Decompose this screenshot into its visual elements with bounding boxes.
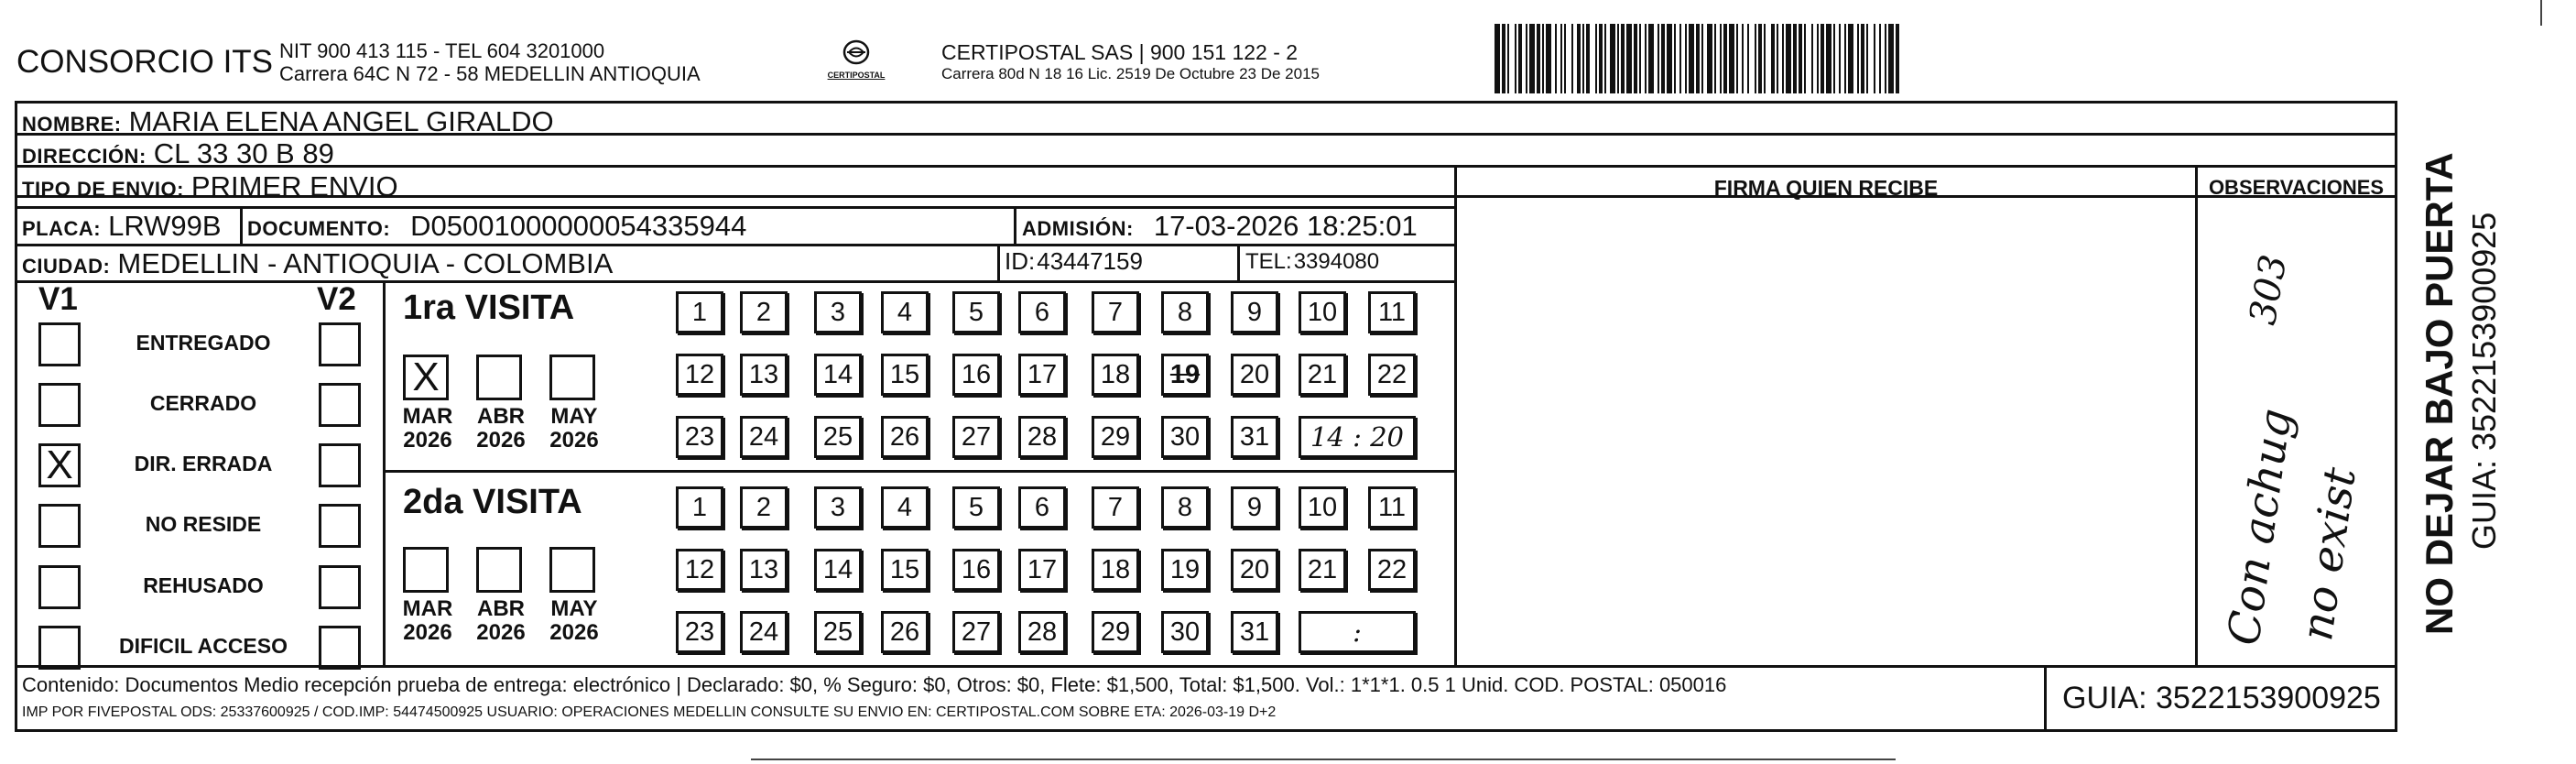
second-day-10[interactable]: 10 — [1299, 486, 1346, 529]
logo-text: CERTIPOSTAL — [827, 71, 886, 80]
first-visit-title: 1ra VISITA — [403, 289, 575, 327]
nombre-label: NOMBRE: — [22, 113, 122, 136]
id-value: 43447159 — [1037, 247, 1143, 275]
second-day-28[interactable]: 28 — [1018, 611, 1066, 653]
documento-value: D05001000000054335944 — [410, 210, 747, 242]
v1-header: V1 — [38, 281, 78, 317]
second-day-31[interactable]: 31 — [1231, 611, 1278, 653]
v2-checkbox-2[interactable] — [319, 443, 361, 487]
divider — [1237, 244, 1240, 282]
second-day-18[interactable]: 18 — [1092, 549, 1139, 591]
second-day-7[interactable]: 7 — [1092, 486, 1139, 529]
divider — [2195, 165, 2198, 668]
second-time-box[interactable]: : — [1299, 611, 1416, 653]
tipo-envio-value: PRIMER ENVIO — [190, 170, 398, 202]
admision-value: 17-03-2026 18:25:01 — [1153, 210, 1418, 242]
second-month-checkbox-0[interactable] — [403, 547, 449, 593]
divider — [15, 206, 1455, 209]
v1-checkbox-4[interactable] — [38, 565, 81, 609]
divider — [2044, 665, 2047, 731]
first-day-14[interactable]: 14 — [814, 354, 862, 396]
documento-row — [247, 210, 746, 243]
placa-label: PLACA: — [22, 217, 102, 240]
first-day-3[interactable]: 3 — [814, 291, 862, 333]
divider — [15, 101, 17, 732]
v1-checkbox-1[interactable] — [38, 383, 81, 427]
second-day-9[interactable]: 9 — [1231, 486, 1278, 529]
first-day-27[interactable]: 27 — [952, 416, 1000, 458]
second-month-label-0: MAR — [402, 596, 453, 621]
observaciones-note-1: 303 — [2242, 251, 2296, 328]
divider — [15, 665, 2397, 668]
first-year-label-2: 2026 — [549, 428, 599, 453]
second-day-2[interactable]: 2 — [740, 486, 788, 529]
direccion-row — [22, 137, 334, 170]
first-day-18[interactable]: 18 — [1092, 354, 1139, 396]
footer-guia: GUIA: 3522153900925 — [2062, 681, 2381, 715]
first-day-13[interactable]: 13 — [740, 354, 788, 396]
second-day-24[interactable]: 24 — [740, 611, 788, 653]
second-year-label-0: 2026 — [403, 620, 452, 645]
direccion-value: CL 33 30 B 89 — [153, 137, 334, 169]
second-month-checkbox-1[interactable] — [476, 547, 522, 593]
tipo-envio-label: TIPO DE ENVIO: — [22, 178, 184, 201]
option-label-2: DIR. ERRADA — [134, 452, 273, 475]
second-day-14[interactable]: 14 — [814, 549, 862, 591]
courier-name: CERTIPOSTAL SAS | 900 151 122 - 2 — [941, 40, 1299, 64]
observaciones-note-3: no exist — [2291, 464, 2366, 644]
v2-header: V2 — [317, 281, 356, 317]
company-name: CONSORCIO ITS — [16, 44, 274, 80]
ciudad-row — [22, 247, 613, 280]
first-year-label-1: 2026 — [476, 428, 526, 453]
second-day-19[interactable]: 19 — [1161, 549, 1209, 591]
second-day-3[interactable]: 3 — [814, 486, 862, 529]
v1-checkbox-2[interactable]: X — [38, 443, 81, 487]
first-day-6[interactable]: 6 — [1018, 291, 1066, 333]
first-month-checkbox-0[interactable]: X — [403, 355, 449, 400]
logo-icon — [836, 38, 876, 66]
first-day-31[interactable]: 31 — [1231, 416, 1278, 458]
observaciones-header: OBSERVACIONES — [2208, 176, 2385, 199]
first-day-21[interactable]: 21 — [1299, 354, 1346, 396]
second-day-27[interactable]: 27 — [952, 611, 1000, 653]
first-day-26[interactable]: 26 — [881, 416, 929, 458]
first-day-17[interactable]: 17 — [1018, 354, 1066, 396]
second-year-label-2: 2026 — [549, 620, 599, 645]
second-day-12[interactable]: 12 — [676, 549, 723, 591]
v1-checkbox-3[interactable] — [38, 504, 81, 548]
ciudad-label: CIUDAD: — [22, 255, 111, 278]
second-day-23[interactable]: 23 — [676, 611, 723, 653]
divider — [383, 470, 1455, 473]
divider — [1454, 165, 1457, 668]
bottom-edge-line — [751, 759, 1896, 760]
divider — [2395, 101, 2397, 732]
placa-row — [22, 210, 222, 243]
id-label: ID: — [1005, 247, 1036, 275]
second-visit-title: 2da VISITA — [403, 483, 582, 521]
first-month-checkbox-2[interactable] — [549, 355, 595, 400]
divider — [15, 165, 2397, 168]
second-month-label-1: ABR — [477, 596, 525, 621]
second-day-30[interactable]: 30 — [1161, 611, 1209, 653]
tipo-envio-row — [22, 170, 398, 203]
first-day-4[interactable]: 4 — [881, 291, 929, 333]
first-day-2[interactable]: 2 — [740, 291, 788, 333]
first-month-label-0: MAR — [402, 404, 453, 429]
side-warning: NO DEJAR BAJO PUERTA — [2418, 152, 2461, 635]
first-year-label-0: 2026 — [403, 428, 452, 453]
divider — [383, 280, 386, 668]
second-day-16[interactable]: 16 — [952, 549, 1000, 591]
second-day-17[interactable]: 17 — [1018, 549, 1066, 591]
second-year-label-1: 2026 — [476, 620, 526, 645]
placa-value: LRW99B — [108, 210, 222, 242]
first-day-9[interactable]: 9 — [1231, 291, 1278, 333]
option-label-4: REHUSADO — [143, 573, 264, 597]
side-guia: GUIA: 3522153900925 — [2465, 212, 2503, 550]
admision-row — [1022, 210, 1418, 243]
second-day-4[interactable]: 4 — [881, 486, 929, 529]
direccion-label: DIRECCIÓN: — [22, 145, 147, 168]
first-day-5[interactable]: 5 — [952, 291, 1000, 333]
first-month-checkbox-1[interactable] — [476, 355, 522, 400]
option-label-0: ENTREGADO — [136, 331, 271, 355]
first-day-15[interactable]: 15 — [881, 354, 929, 396]
second-day-1[interactable]: 1 — [676, 486, 723, 529]
second-day-6[interactable]: 6 — [1018, 486, 1066, 529]
first-day-16[interactable]: 16 — [952, 354, 1000, 396]
divider — [240, 207, 243, 246]
first-day-1[interactable]: 1 — [676, 291, 723, 333]
second-day-21[interactable]: 21 — [1299, 549, 1346, 591]
second-day-25[interactable]: 25 — [814, 611, 862, 653]
first-day-29[interactable]: 29 — [1092, 416, 1139, 458]
second-day-20[interactable]: 20 — [1231, 549, 1278, 591]
tel-value: 3394080 — [1293, 249, 1380, 274]
v2-checkbox-3[interactable] — [319, 504, 361, 548]
second-day-5[interactable]: 5 — [952, 486, 1000, 529]
first-month-label-2: MAY — [550, 404, 598, 429]
first-day-7[interactable]: 7 — [1092, 291, 1139, 333]
second-day-26[interactable]: 26 — [881, 611, 929, 653]
option-label-3: NO RESIDE — [145, 512, 262, 536]
certipostal-logo — [820, 38, 893, 86]
v2-checkbox-1[interactable] — [319, 383, 361, 427]
courier-license: Carrera 80d N 18 16 Lic. 2519 De Octubre 23 De 2015 — [941, 65, 1320, 82]
footer-imp: IMP POR FIVEPOSTAL ODS: 25337600925 / COD.IMP: 54474500925 USUARIO: OPERACIONES MEDELLIN CONSULTE SU ENVIO EN: CERTIPOSTAL.COM SOBRE ETA: 2026-03-19 D+2 — [22, 704, 1277, 720]
observaciones-note-2: Con achug — [2218, 405, 2302, 649]
second-day-13[interactable]: 13 — [740, 549, 788, 591]
first-day-28[interactable]: 28 — [1018, 416, 1066, 458]
nombre-value: MARIA ELENA ANGEL GIRALDO — [128, 105, 554, 137]
option-label-5: DIFICIL ACCESO — [118, 634, 288, 658]
documento-label: DOCUMENTO: — [247, 217, 391, 240]
footer-content: Contenido: Documentos Medio recepción prueba de entrega: electrónico | Declarado: $0, % Seguro: $0, Otros: $0, Flete: $1,500, Total: $1,500. Vol.: 1*1*1. 0.5 1 Unid. COD. POSTAL: 050016 — [22, 673, 1727, 696]
id-row — [1005, 247, 1143, 276]
first-day-22[interactable]: 22 — [1368, 354, 1416, 396]
tel-label: TEL: — [1245, 249, 1292, 274]
first-day-11[interactable]: 11 — [1368, 291, 1416, 333]
second-day-29[interactable]: 29 — [1092, 611, 1139, 653]
company-nit: NIT 900 413 115 - TEL 604 3201000 — [279, 39, 605, 62]
v1-checkbox-5[interactable] — [38, 626, 81, 670]
divider — [15, 101, 2397, 104]
v1-checkbox-0[interactable] — [38, 322, 81, 366]
ciudad-value: MEDELLIN - ANTIOQUIA - COLOMBIA — [117, 247, 614, 279]
v2-checkbox-4[interactable] — [319, 565, 361, 609]
barcode — [1495, 24, 1901, 93]
first-day-30[interactable]: 30 — [1161, 416, 1209, 458]
second-day-8[interactable]: 8 — [1161, 486, 1209, 529]
divider — [997, 244, 1000, 282]
option-label-1: CERRADO — [149, 391, 257, 415]
first-time-box[interactable]: 14 : 20 — [1299, 416, 1416, 458]
first-day-25[interactable]: 25 — [814, 416, 862, 458]
second-month-checkbox-2[interactable] — [549, 547, 595, 593]
second-month-label-2: MAY — [550, 596, 598, 621]
first-month-label-1: ABR — [477, 404, 525, 429]
divider — [1014, 207, 1016, 246]
right-edge-mark — [2540, 0, 2542, 26]
first-day-23[interactable]: 23 — [676, 416, 723, 458]
firma-header: FIRMA QUIEN RECIBE — [1713, 176, 1939, 200]
first-day-19[interactable]: 19 — [1161, 354, 1209, 396]
v2-checkbox-5[interactable] — [319, 626, 361, 670]
second-day-22[interactable]: 22 — [1368, 549, 1416, 591]
second-day-15[interactable]: 15 — [881, 549, 929, 591]
first-day-20[interactable]: 20 — [1231, 354, 1278, 396]
tel-row — [1245, 249, 1379, 275]
v2-checkbox-0[interactable] — [319, 322, 361, 366]
admision-label: ADMISIÓN: — [1022, 217, 1134, 240]
first-day-12[interactable]: 12 — [676, 354, 723, 396]
divider — [15, 729, 2397, 732]
first-day-8[interactable]: 8 — [1161, 291, 1209, 333]
first-day-10[interactable]: 10 — [1299, 291, 1346, 333]
company-address: Carrera 64C N 72 - 58 MEDELLIN ANTIOQUIA — [279, 62, 701, 85]
first-day-24[interactable]: 24 — [740, 416, 788, 458]
second-day-11[interactable]: 11 — [1368, 486, 1416, 529]
nombre-row — [22, 105, 554, 138]
